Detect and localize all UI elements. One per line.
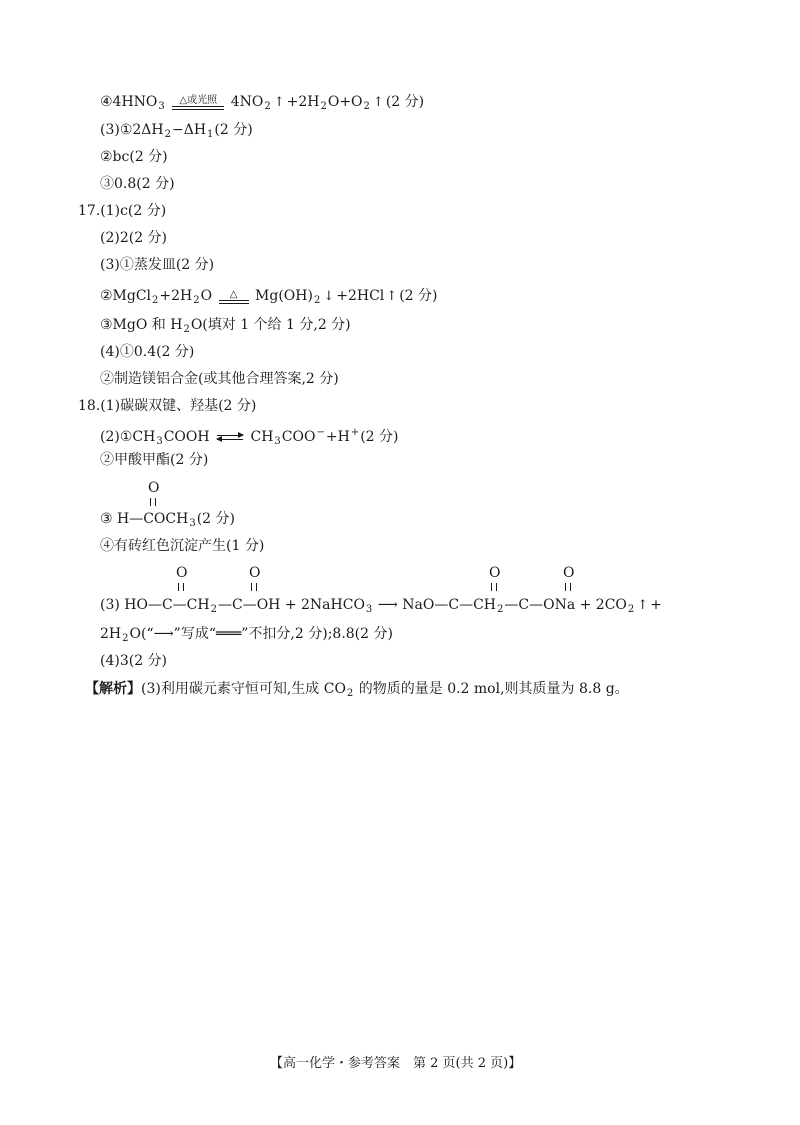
answer-line: ②bc(2 分) <box>100 149 168 165</box>
explanation-label: 【解析】 <box>85 681 141 697</box>
question-17-heading: 17.(1)c(2 分) <box>78 203 167 219</box>
answer-line-water: $2H_2O(“⟶$”写成“═══”不扣分,2 分);8.8(2 分) <box>100 626 393 644</box>
gas-arrow-icon: ↑ <box>386 289 398 304</box>
answer-line: ④有砖红色沉淀产生(1 分) <box>100 538 265 554</box>
page-footer: 【高一化学・参考答案 第 2 页(共 2 页)】 <box>270 1056 522 1071</box>
answer-line: (4)①0.4(2 分) <box>100 344 195 360</box>
gas-arrow-icon: ↑ <box>273 95 285 110</box>
reaction-condition: △或光照 <box>172 95 224 110</box>
equilibrium-arrow-icon <box>217 435 243 440</box>
precipitate-arrow-icon: ↓ <box>323 289 335 304</box>
answer-line: (2)2(2 分) <box>100 230 168 246</box>
answer-line-ionization: $(2)①CH_3COOH$ $CH_3COO^-+H^+(2$ 分) <box>100 427 399 447</box>
gas-arrow-icon: ↑ <box>637 598 649 613</box>
answer-line: (3)①蒸发皿(2 分) <box>100 257 215 273</box>
answer-line: ②制造镁铝合金(或其他合理答案,2 分) <box>100 371 339 387</box>
answer-line: ②甲酸甲酯(2 分) <box>100 452 209 468</box>
reaction-condition: △ <box>219 289 249 304</box>
answer-line: (4)3(2 分) <box>100 653 168 669</box>
gas-arrow-icon: ↑ <box>372 95 384 110</box>
answer-line-enthalpy: $(3)①2\Delta H_2-\Delta H_1(2$ 分) <box>100 122 253 140</box>
answer-line: ③0.8(2 分) <box>100 176 175 192</box>
structural-formula: O ③ $H—COCH_3(2$ 分) <box>100 480 235 529</box>
reaction-arrow-icon: ⟶ <box>377 597 398 613</box>
answer-line-mgcl2: $②MgCl_2+2H_2O$ △ $Mg(OH)_2$ ↓ +2HCl ↑ (2 分) <box>100 288 438 306</box>
answer-line-mgo: ③MgO 和 $H_2O$(填对 1 个给 1 分,2 分) <box>100 317 351 335</box>
answer-line-4hno3: $④4HNO_3$ △或光照 $4NO_2$ ↑ $+2H_2O+O_2$ ↑ (2 分) <box>100 94 425 112</box>
reaction-equation: O O O O (3) $HO—C—CH_2—C—OH$ + 2NaHCO$_3$ ⟶ $NaO—C—CH_2—C—ONa + 2CO_2$ ↑ + <box>100 565 662 615</box>
explanation-line: 【解析】(3)利用碳元素守恒可知,生成 $CO_2$ 的物质的量是 0.2 mol,则其质量为 8.8 g。 <box>85 681 629 699</box>
question-18-heading: 18.(1)碳碳双键、羟基(2 分) <box>78 398 257 414</box>
